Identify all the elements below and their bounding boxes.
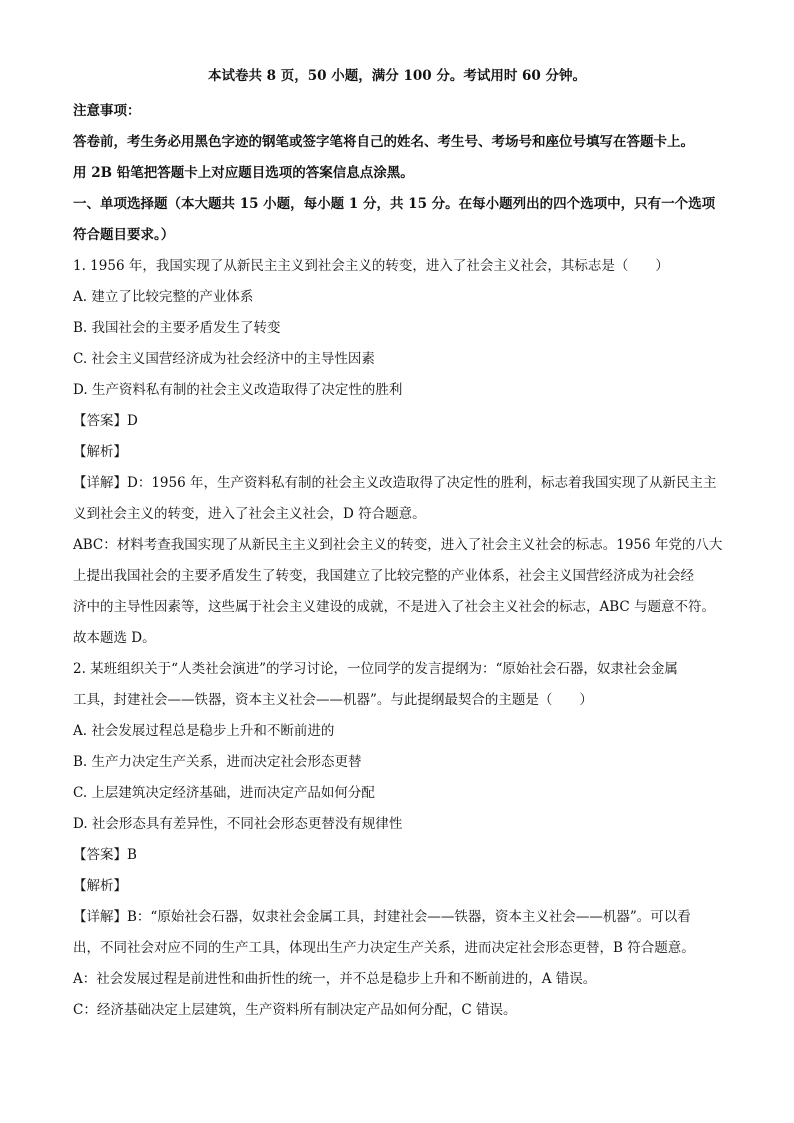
q2-analysis-label: 【解析】 (73, 878, 127, 894)
q1-detail-line-2: 义到社会主义的转变，进入了社会主义社会，D 符合题意。 (73, 506, 426, 522)
q2-answer: 【答案】B (73, 847, 137, 863)
q1-detail-line-5: 济中的主导性因素等，这些属于社会主义建设的成就，不是进入了社会主义社会的标志，ABC 与题意不符。 (73, 599, 716, 615)
q2-option-a: A. 社会发展过程总是稳步上升和不断前进的 (73, 723, 335, 739)
q1-option-b: B. 我国社会的主要矛盾发生了转变 (73, 320, 281, 336)
q1-option-d: D. 生产资料私有制的社会主义改造取得了决定性的胜利 (73, 382, 403, 398)
q2-detail-line-2: 出，不同社会对应不同的生产工具，体现出生产力决定生产关系，进而决定社会形态更替，B 符合题意。 (73, 940, 695, 956)
q1-detail-line-4: 上提出我国社会的主要矛盾发生了转变，我国建立了比较完整的产业体系，社会主义国营经济成为社会经 (73, 568, 694, 584)
q2-option-d: D. 社会形态具有差异性，不同社会形态更替没有规律性 (73, 816, 403, 832)
q2-stem-line-1: 2. 某班组织关于“人类社会演进”的学习讨论，一位同学的发言提纲为：“原始社会石器，奴隶社会金属 (73, 661, 678, 677)
q1-detail-line-6: 故本题选 D。 (73, 630, 156, 646)
q1-detail-line-1: 【详解】D：1956 年，生产资料私有制的社会主义改造取得了决定性的胜利，标志着我国实现了从新民主主 (73, 475, 717, 491)
q2-detail-line-1: 【详解】B：“原始社会石器，奴隶社会金属工具，封建社会——铁器，资本主义社会——机器”。可以看 (73, 909, 691, 925)
section-title-line-1: 一、单项选择题（本大题共 15 小题，每小题 1 分，共 15 分。在每小题列出的四个选项中，只有一个选项 (73, 196, 716, 212)
q1-option-a: A. 建立了比较完整的产业体系 (73, 289, 254, 305)
q2-option-c: C. 上层建筑决定经济基础，进而决定产品如何分配 (73, 785, 375, 801)
q1-answer: 【答案】D (73, 413, 138, 429)
exam-header: 本试卷共 8 页，50 小题，满分 100 分。考试用时 60 分钟。 (207, 68, 587, 84)
section-title-line-2: 符合题目要求。） (73, 227, 175, 243)
notice-line-1: 答卷前，考生务必用黑色字迹的钢笔或签字笔将自己的姓名、考生号、考场号和座位号填写在答题卡上。 (73, 134, 694, 150)
notice-title: 注意事项： (73, 103, 141, 119)
q1-option-c: C. 社会主义国营经济成为社会经济中的主导性因素 (73, 351, 375, 367)
q2-stem-line-2: 工具，封建社会——铁器，资本主义社会——机器”。与此提纲最契合的主题是（ ） (73, 692, 593, 708)
q1-stem: 1. 1956 年，我国实现了从新民主主义到社会主义的转变，进入了社会主义社会，其标志是（ ） (73, 258, 669, 274)
q2-detail-line-3: A：社会发展过程是前进性和曲折性的统一，并不总是稳步上升和不断前进的，A 错误。 (73, 971, 597, 987)
notice-line-2: 用 2B 铅笔把答题卡上对应题目选项的答案信息点涂黑。 (73, 165, 414, 181)
q1-analysis-label: 【解析】 (73, 444, 127, 460)
q2-detail-line-4: C：经济基础决定上层建筑，生产资料所有制决定产品如何分配，C 错误。 (73, 1002, 517, 1018)
q1-detail-line-3: ABC：材料考查我国实现了从新民主主义到社会主义的转变，进入了社会主义社会的标志。1956 年党的八大 (73, 537, 723, 553)
q2-option-b: B. 生产力决定生产关系，进而决定社会形态更替 (73, 754, 362, 770)
